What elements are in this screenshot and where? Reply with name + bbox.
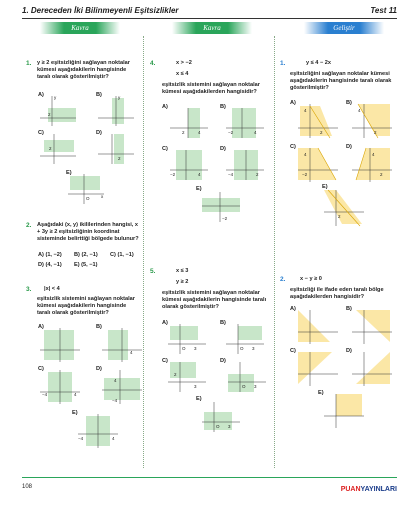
option-label: B) (346, 306, 352, 312)
option-graph (350, 146, 394, 184)
option-graph (166, 322, 208, 356)
option-label: E) (72, 410, 78, 416)
question-number: 5. (150, 268, 156, 275)
option-graph (296, 102, 340, 140)
svg-text:2: 2 (338, 214, 341, 219)
publisher-name-a: PUAN (340, 486, 361, 493)
svg-text:−4: −4 (78, 436, 84, 441)
svg-text:4: 4 (198, 130, 201, 135)
svg-text:4: 4 (74, 392, 77, 397)
svg-text:2: 2 (256, 172, 259, 177)
svg-text:−2: −2 (228, 130, 234, 135)
svg-text:O: O (242, 384, 246, 389)
svg-text:−2: −2 (170, 172, 176, 177)
question-text: y ≥ 2 eşitsizliğini sağlayan noktalar kümesi aşağıdakilerin hangisinde taralı olarak gösterilmiştir? (37, 60, 130, 81)
svg-text:O: O (182, 346, 186, 351)
option-graph (296, 146, 340, 184)
page-number: 108 (22, 484, 33, 490)
option-label: A) (38, 324, 44, 330)
option-label: E) (66, 170, 72, 176)
option-graph (100, 368, 144, 406)
option-graph (38, 368, 82, 406)
question-text: eşitsizlik sistemini sağlayan noktalar kümesi aşağıdakilerin hangisinde taralı olarak gösterilmiştir? (162, 290, 267, 311)
svg-text:−2: −2 (302, 172, 308, 177)
option-label: C) (162, 146, 168, 152)
option-label: C) (38, 130, 44, 136)
option-label: B) (346, 100, 352, 106)
question-number: 3. (26, 286, 32, 293)
svg-text:2: 2 (182, 130, 185, 135)
option-graph (350, 102, 394, 140)
option-label: D) (96, 130, 102, 136)
question-condition: x − y ≥ 0 (300, 276, 322, 282)
option-label: B) (220, 320, 226, 326)
question-condition: x ≤ 3 (176, 268, 189, 274)
question-condition: x ≤ 4 (176, 71, 189, 77)
svg-text:2: 2 (320, 130, 323, 135)
svg-text:y: y (54, 95, 57, 100)
question-text: eşitsizlik sistemini sağlayan noktalar kümesi aşağıdakilerden hangisidir? (162, 82, 260, 96)
question-number: 4. (150, 60, 156, 67)
option-label: E) (318, 390, 324, 396)
svg-text:4: 4 (358, 108, 361, 113)
option-label: B) (220, 104, 226, 110)
publisher-name-b: YAYINLARI (360, 486, 397, 493)
svg-text:2: 2 (380, 172, 383, 177)
footer-rule (22, 477, 397, 478)
svg-text:O: O (216, 424, 220, 429)
option-label: C) (162, 358, 168, 364)
option-label: A) (290, 100, 296, 106)
svg-text:4: 4 (372, 152, 375, 157)
svg-text:3: 3 (194, 346, 197, 351)
option-graph (322, 392, 366, 430)
option-graph (96, 132, 136, 166)
question-condition: y ≤ 4 − 2x (306, 60, 331, 66)
option-label: D) (346, 348, 352, 354)
option-graph (168, 148, 210, 182)
svg-text:3: 3 (194, 384, 197, 389)
svg-text:4: 4 (198, 172, 201, 177)
option-graph (38, 94, 78, 128)
option-label: A) (38, 92, 44, 98)
option-graph (226, 360, 268, 394)
publisher-logo (341, 486, 397, 493)
svg-text:−4: −4 (42, 392, 48, 397)
answer-choice[interactable]: C) (1, −1) (110, 252, 134, 258)
option-label: D) (220, 146, 226, 152)
svg-text:4: 4 (304, 152, 307, 157)
option-graph (200, 190, 242, 224)
question-condition: x > −2 (176, 60, 192, 66)
section-tag-gelistir: Geliştir (304, 22, 384, 34)
svg-text:y: y (118, 95, 121, 100)
header-rule (22, 18, 397, 19)
option-graph (296, 350, 340, 388)
question-condition: |x| < 4 (44, 286, 60, 292)
svg-text:−2: −2 (222, 216, 228, 221)
option-label: B) (96, 324, 102, 330)
answer-choice[interactable]: E) (5, −1) (74, 262, 98, 268)
svg-text:3: 3 (252, 346, 255, 351)
page-title: 1. Dereceden İki Bilinmeyenli Eşitsizlikler (22, 6, 179, 15)
option-label: E) (196, 186, 202, 192)
option-graph (224, 148, 266, 182)
svg-text:O: O (86, 196, 90, 201)
option-label: A) (290, 306, 296, 312)
svg-text:3: 3 (228, 424, 231, 429)
svg-text:−4: −4 (228, 172, 234, 177)
answer-choice[interactable]: A) (1, −2) (38, 252, 62, 258)
svg-text:2: 2 (374, 130, 377, 135)
answer-choice[interactable]: D) (4, −1) (38, 262, 62, 268)
svg-text:4: 4 (304, 108, 307, 113)
svg-text:4: 4 (112, 436, 115, 441)
option-graph (224, 322, 266, 356)
option-graph (166, 360, 208, 394)
svg-text:2: 2 (48, 112, 51, 117)
option-label: B) (96, 92, 102, 98)
svg-text:−4: −4 (112, 398, 118, 403)
option-label: D) (96, 366, 102, 372)
option-label: D) (346, 144, 352, 150)
option-label: E) (322, 184, 328, 190)
option-graph (322, 188, 366, 228)
option-label: A) (162, 104, 168, 110)
option-graph (76, 412, 120, 450)
question-number: 1. (280, 60, 286, 67)
test-number: Test 11 (370, 6, 397, 15)
option-label: C) (290, 348, 296, 354)
svg-text:4: 4 (114, 378, 117, 383)
section-tag-kavra-1: Kavra (40, 22, 120, 34)
column-divider (274, 36, 276, 468)
option-graph (296, 308, 340, 346)
question-condition: y ≥ 2 (176, 279, 189, 285)
question-text: eşitsizliği ile ifade eden taralı bölge aşağıdakilerden hangisidir? (290, 287, 384, 301)
svg-text:4: 4 (130, 350, 133, 355)
option-label: E) (196, 396, 202, 402)
svg-text:O: O (240, 346, 244, 351)
question-number: 1. (26, 60, 32, 67)
option-graph (350, 350, 394, 388)
option-graph (350, 308, 394, 346)
option-graph (224, 106, 266, 140)
option-graph (168, 106, 210, 140)
svg-text:4: 4 (254, 130, 257, 135)
question-text: eşitsizliğini sağlayan noktalar kümesi aşağıdakilerin hangisinde taralı olarak gösterilmiştir? (290, 71, 392, 92)
option-label: C) (290, 144, 296, 150)
option-graph (38, 132, 78, 166)
svg-text:2: 2 (49, 146, 52, 151)
svg-text:x: x (101, 194, 104, 199)
question-text: eşitsizlik sistemini sağlayan noktalar kümesi aşağıdakilerin hangisinde taralı olarak gösterilmiştir? (37, 296, 135, 317)
section-tag-kavra-2: Kavra (172, 22, 252, 34)
svg-text:2: 2 (118, 156, 121, 161)
question-number: 2. (280, 276, 286, 283)
option-label: C) (38, 366, 44, 372)
question-text: Aşağıdaki (x, y) ikililerinden hangisi, x + 3y ≥ 2 eşitsizliğinin koordinat sisteminde belirttiği bölgede bulunur? (37, 222, 139, 243)
option-label: A) (162, 320, 168, 326)
option-graph (200, 400, 242, 434)
answer-choice[interactable]: B) (2, −1) (74, 252, 98, 258)
option-graph (66, 172, 106, 206)
svg-text:2: 2 (174, 372, 177, 377)
question-number: 2. (26, 222, 32, 229)
option-graph (100, 326, 144, 364)
svg-text:3: 3 (254, 384, 257, 389)
option-label: D) (220, 358, 226, 364)
option-graph (96, 94, 136, 128)
option-graph (38, 326, 82, 364)
